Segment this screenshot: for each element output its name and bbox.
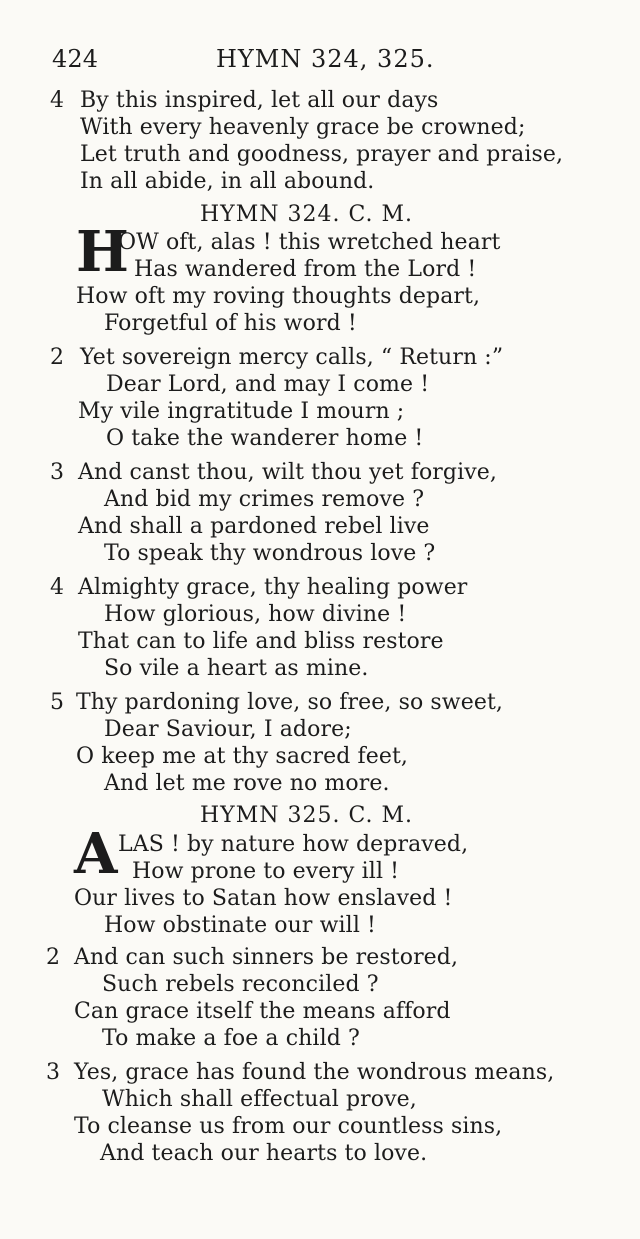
verse-line: To speak thy wondrous love ? — [104, 541, 436, 566]
verse-line: O take the wanderer home ! — [106, 426, 424, 451]
verse-line: Yet sovereign mercy calls, “ Return :” — [80, 345, 504, 370]
verse-line: How glorious, how divine ! — [104, 602, 407, 627]
verse-line: How obstinate our will ! — [104, 913, 376, 938]
verse-line: How oft my roving thoughts depart, — [76, 284, 481, 309]
verse-line: And bid my crimes remove ? — [104, 487, 425, 512]
verse-line: Has wandered from the Lord ! — [134, 257, 477, 282]
page-number: 424 — [52, 45, 99, 73]
verse-number: 3 — [46, 1060, 60, 1085]
verse-line: To make a foe a child ? — [102, 1026, 360, 1051]
hymn-heading: HYMN 325. C. M. — [200, 803, 414, 828]
verse-line: Dear Saviour, I adore; — [104, 717, 352, 742]
hymn-heading: HYMN 324. C. M. — [200, 202, 414, 227]
verse-number: 4 — [50, 88, 64, 113]
verse-line: And let me rove no more. — [104, 771, 390, 796]
verse-number: 2 — [46, 945, 60, 970]
verse-line: Our lives to Satan how enslaved ! — [74, 886, 453, 911]
verse-line: OW oft, alas ! this wretched heart — [118, 230, 501, 255]
drop-cap: A — [74, 821, 118, 887]
verse-line: And can such sinners be restored, — [74, 945, 459, 970]
verse-line: LAS ! by nature how depraved, — [118, 832, 469, 857]
verse-line: Almighty grace, thy healing power — [78, 575, 468, 600]
verse-line: And teach our hearts to love. — [100, 1141, 428, 1166]
verse-line: So vile a heart as mine. — [104, 656, 369, 681]
verse-number: 3 — [50, 460, 64, 485]
verse-line: How prone to every ill ! — [132, 859, 400, 884]
verse-number: 5 — [50, 690, 64, 715]
drop-cap: H — [76, 219, 129, 285]
verse-line: And shall a pardoned rebel live — [78, 514, 430, 539]
verse-line: Let truth and goodness, prayer and praise, — [80, 142, 564, 167]
verse-line: That can to life and bliss restore — [78, 629, 444, 654]
verse-line: In all abide, in all abound. — [80, 169, 375, 194]
verse-line: My vile ingratitude I mourn ; — [78, 399, 405, 424]
verse-line: Such rebels reconciled ? — [102, 972, 379, 997]
verse-line: Can grace itself the means afford — [74, 999, 451, 1024]
verse-line: Forgetful of his word ! — [104, 311, 357, 336]
page-title: HYMN 324, 325. — [216, 45, 435, 73]
verse-number: 2 — [50, 345, 64, 370]
verse-line: To cleanse us from our countless sins, — [74, 1114, 503, 1139]
verse-line: And canst thou, wilt thou yet forgive, — [78, 460, 497, 485]
verse-line: Thy pardoning love, so free, so sweet, — [76, 690, 504, 715]
verse-line: Which shall effectual prove, — [102, 1087, 417, 1112]
verse-line: By this inspired, let all our days — [80, 88, 439, 113]
verse-line: Yes, grace has found the wondrous means, — [74, 1060, 555, 1085]
verse-line: Dear Lord, and may I come ! — [106, 372, 430, 397]
verse-line: With every heavenly grace be crowned; — [80, 115, 526, 140]
verse-number: 4 — [50, 575, 64, 600]
verse-line: O keep me at thy sacred feet, — [76, 744, 408, 769]
